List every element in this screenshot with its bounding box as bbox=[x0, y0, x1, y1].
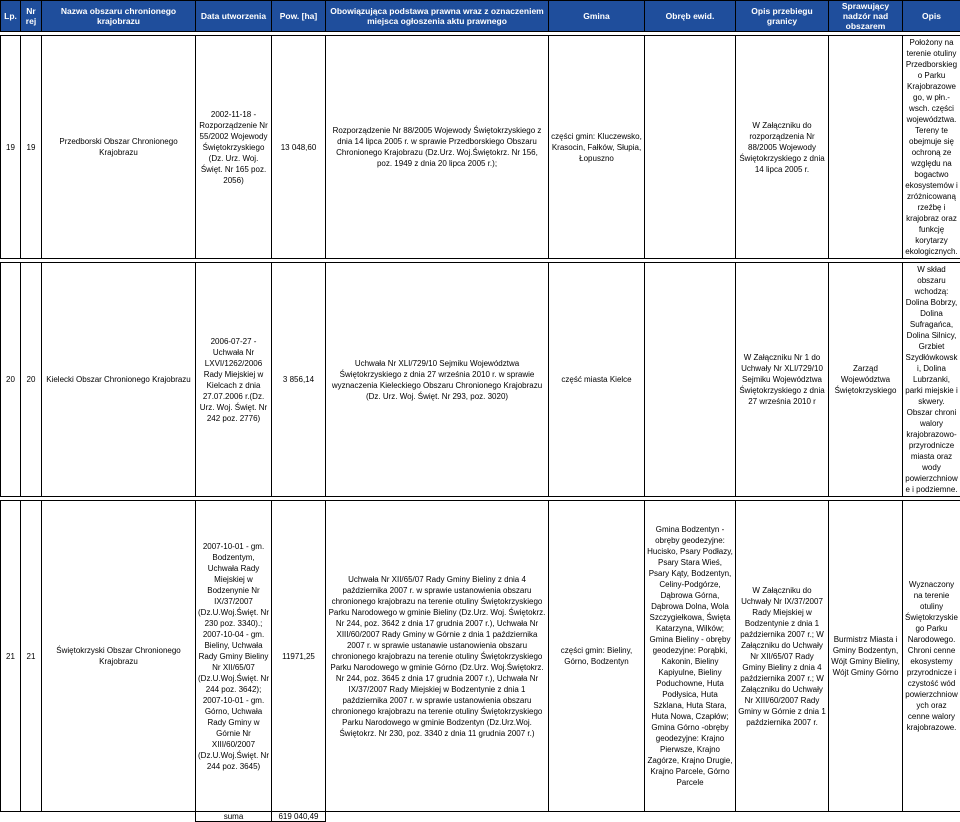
cell-gmina: części gmin: Bieliny, Górno, Bodzentyn bbox=[549, 501, 645, 812]
cell-opis: W skład obszaru wchodzą: Dolina Bobrzy, Dolina Sufragańca, Dolina Silnicy, Grzbiet Szydłówkowski, Dolina Lubrzanki, parki miejskie i skwery. Obszar chroni walory krajobrazowo-przyrodnicze miasta oraz wody powierzchniowe i podziemne. bbox=[903, 263, 960, 497]
cell-area: 3 856,14 bbox=[272, 263, 326, 497]
table-row bbox=[1, 501, 960, 812]
header-name: Nazwa obszaru chronionego krajobrazu bbox=[42, 1, 196, 32]
cell-name: Kielecki Obszar Chronionego Krajobrazu bbox=[42, 263, 196, 497]
cell-border-desc: W Załączniku do rozporządzenia Nr 88/2005 Wojewody Świętokrzyskiego z dnia 14 lipca 2005 r. bbox=[736, 36, 829, 259]
summary-blank bbox=[326, 812, 960, 822]
cell-lp: 20 bbox=[1, 263, 21, 497]
cell-nr-rej: 20 bbox=[21, 263, 42, 497]
cell-gmina: części gmin: Kluczewsko, Krasocin, Fałków, Słupia, Łopuszno bbox=[549, 36, 645, 259]
header-supervisor: Sprawujący nadzór nad obszarem bbox=[829, 1, 903, 32]
cell-nr-rej: 19 bbox=[21, 36, 42, 259]
header-row bbox=[1, 1, 960, 32]
header-border-desc: Opis przebiegu granicy bbox=[736, 1, 829, 32]
table-row bbox=[1, 263, 960, 497]
cell-date: 2002-11-18 - Rozporządzenie Nr 55/2002 Wojewody Świętokrzyskiego (Dz. Urz. Woj. Święt. Nr 165 poz. 2056) bbox=[196, 36, 272, 259]
header-area: Pow. [ha] bbox=[272, 1, 326, 32]
cell-obreb bbox=[645, 263, 736, 497]
cell-date: 2007-10-01 - gm. Bodzentym, Uchwała Rady Miejskiej w Bodzenynie Nr IX/37/2007 (Dz.U.Woj.Święt. Nr 230 poz. 3340).; 2007-10-04 - gm. Bieliny, Uchwała Rady Gminy Bieliny Nr XII/65/07 (Dz.U.Woj.Święt. Nr 244 poz. 3642); 2007-10-01 - gm. Górno, Uchwała Rady Gminy w Górnie Nr XIII/60/2007 (Dz.U.Woj.Święt. Nr 244 poz. 3645) bbox=[196, 501, 272, 812]
cell-border-desc: W Załączniku do Uchwały Nr IX/37/2007 Rady Miejskiej w Bodzentynie z dnia 1 października 2007 r.; W Załączniku do Uchwały Nr XII/65/07 Rady Gminy Bieliny z dnia 4 października 2007 r.; W Załączniku do Uchwały Nr XIII/60/2007 Rady Gminy w Górnie z dnia 1 października 2007 r. bbox=[736, 501, 829, 812]
cell-supervisor: Zarząd Województwa Świętokrzyskiego bbox=[829, 263, 903, 497]
summary-label: suma bbox=[196, 812, 272, 822]
cell-obreb: Gmina Bodzentyn - obręby geodezyjne: Hucisko, Psary Podłazy, Psary Stara Wieś, Psary Kąty, Bodzentyn, Celiny-Podgórze, Dąbrowa Górna, Dąbrowa Dolna, Wola Szczygiełkowa, Święta Katarzyna, Wilków; Gmina Bieliny - obręby geodezyjne: Porąbki, Kakonin, Bieliny Kapiyulne, Bieliny Poduchowne, Huta Podłysica, Huta Szklana, Huta Stara, Huta Nowa, Czapłów; Gmina Górno -obręby geodezyjne: Krajno Pierwsze, Krajno Zagórze, Krajno Drugie, Krajno Parcele, Górno Parcele bbox=[645, 501, 736, 812]
cell-nr-rej: 21 bbox=[21, 501, 42, 812]
summary-blank bbox=[1, 812, 196, 822]
header-date: Data utworzenia bbox=[196, 1, 272, 32]
cell-gmina: część miasta Kielce bbox=[549, 263, 645, 497]
cell-area: 13 048,60 bbox=[272, 36, 326, 259]
header-opis: Opis bbox=[903, 1, 960, 32]
cell-supervisor: Burmistrz Miasta i Gminy Bodzentyn, Wójt Gminy Bieliny, Wójt Gminy Górno bbox=[829, 501, 903, 812]
cell-border-desc: W Załączniku Nr 1 do Uchwały Nr XLI/729/10 Sejmiku Województwa Świętokrzyskiego z dnia 27 września 2010 r bbox=[736, 263, 829, 497]
header-nr-rej: Nr rej bbox=[21, 1, 42, 32]
summary-row bbox=[1, 812, 960, 822]
cell-area: 11971,25 bbox=[272, 501, 326, 812]
cell-legal-basis: Uchwała Nr XII/65/07 Rady Gminy Bieliny z dnia 4 października 2007 r. w sprawie ustanowienia obszaru chronionego krajobrazu na terenie otuliny Świętokrzyskiego Parku Narodowego w gminie Bieliny (Dz.Urz. Woj. Świętokrz. Nr 244, poz. 3642 z dnia 17 grudnia 2007 r.), Uchwała Nr XIII/60/2007 Rady Gminy w Górnie z dnia 1 października 2007 r. w sprawie ustanawie ustanowienia obszaru chronionego krajobrazu na terenie otuliny Świętokrzyskiego Parku Narodowego w gminie Górno (Dz.Urz. Woj.Świętokrz. Nr 244, poz. 3645 z dnia 17 grudnia 2007 r.), Uchwała Nr IX/37/2007 Rady Miejskiej w Bodzentynie z dnia 1 października 2007 r. w sprawie ustanowienia obszaru chronionego krajobrazu na terenie otuliny Świętokrzyskiego Parku Narodowego w gminie Bodzentyn (Dz.Urz.Woj. Świętokrz. Nr 230, poz. 3340 z dnia 11 grudnia 2007 r.) bbox=[326, 501, 549, 812]
header-obreb: Obręb ewid. bbox=[645, 1, 736, 32]
header-legal-basis: Obowiązująca podstawa prawna wraz z oznaczeniem miejsca ogłoszenia aktu prawnego bbox=[326, 1, 549, 32]
summary-value: 619 040,49 bbox=[272, 812, 326, 822]
cell-lp: 21 bbox=[1, 501, 21, 812]
cell-obreb bbox=[645, 36, 736, 259]
cell-supervisor bbox=[829, 36, 903, 259]
cell-legal-basis: Rozporządzenie Nr 88/2005 Wojewody Świętokrzyskiego z dnia 14 lipca 2005 r. w sprawie Przedborskiego Obszaru Chronionego Krajobrazu (Dz.Urz. Woj.Świętokrz. Nr 156, poz. 1949 z dnia 20 lipca 2005 r.); bbox=[326, 36, 549, 259]
cell-name: Przedborski Obszar Chronionego Krajobrazu bbox=[42, 36, 196, 259]
header-gmina: Gmina bbox=[549, 1, 645, 32]
table-row bbox=[1, 36, 960, 259]
cell-lp: 19 bbox=[1, 36, 21, 259]
cell-date: 2006-07-27 - Uchwała Nr LXVI/1262/2006 Rady Miejskiej w Kielcach z dnia 27.07.2006 r.(Dz. Urz. Woj. Święt. Nr 242 poz. 2776) bbox=[196, 263, 272, 497]
cell-opis: Wyznaczony na terenie otuliny Świętokrzyskiego Parku Narodowego. Chroni cenne ekosystemy przyrodnicze i czystość wód powierzchniowych oraz cenne walory krajobrazowe. bbox=[903, 501, 960, 812]
header-lp: Lp. bbox=[1, 1, 21, 32]
cell-opis: Położony na terenie otuliny Przedborskiego Parku Krajobrazowego, w płn.-wsch. części województwa. Tereny te obejmuje się ochroną ze względu na bogactwo ekosystemów i zróżnicowaną rzeźbę i krajobraz oraz funkcję korytarzy ekologicznych. bbox=[903, 36, 960, 259]
cell-legal-basis: Uchwała Nr XLI/729/10 Sejmiku Województwa Świętokrzyskiego z dnia 27 września 2010 r. w sprawie wyznaczenia Kieleckiego Obszaru Chronionego Krajobrazu (Dz. Urz. Woj. Święt. Nr 293, poz. 3020) bbox=[326, 263, 549, 497]
cell-name: Świętokrzyski Obszar Chronionego Krajobrazu bbox=[42, 501, 196, 812]
